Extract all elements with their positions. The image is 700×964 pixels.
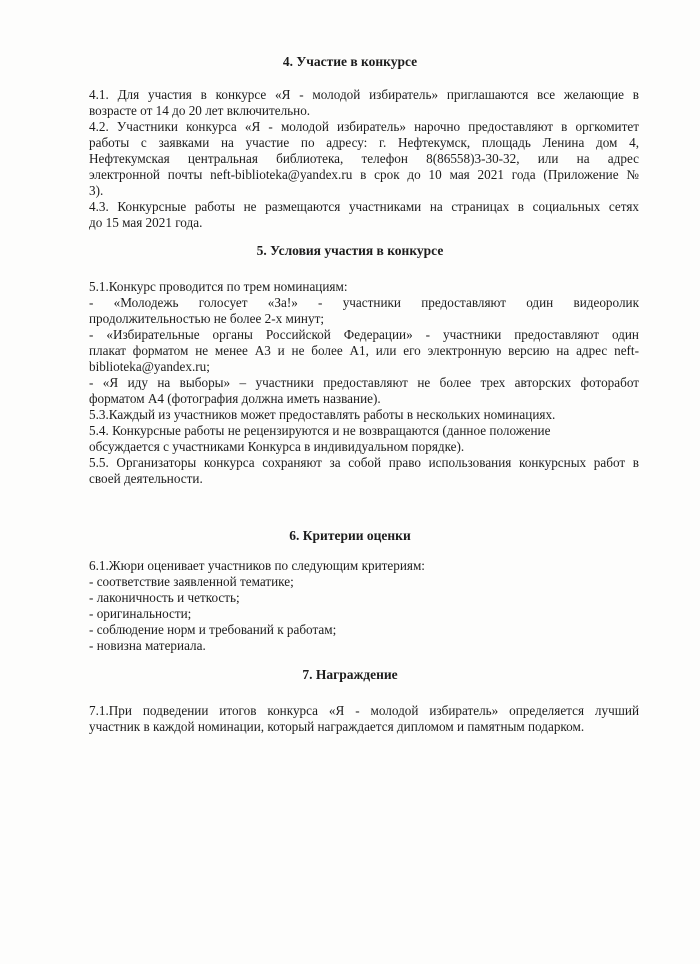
- paragraph-5-4: [89, 423, 639, 455]
- text-line: 5.4. Конкурсные работы не рецензируются и не возвращаются (данное положение: [89, 423, 551, 438]
- text-line: 4.1. Для участия в конкурсе «Я - молодой избиратель» приглашаются все желающие в: [89, 87, 639, 102]
- section-4-title: 4. Участие в конкурсе: [282, 54, 418, 69]
- section-5-title: 5. Условия участия в конкурсе: [256, 243, 444, 258]
- text-line: электронной почты neft-biblioteka@yandex.ru в срок до 10 мая 2021 года (Приложение №: [89, 167, 639, 182]
- paragraph-4-1: [89, 87, 639, 119]
- paragraph-4-2: [89, 119, 639, 199]
- text-line: biblioteka@yandex.ru;: [89, 359, 210, 374]
- section-6-body: [89, 558, 639, 654]
- section-6-title: 6. Критерии оценки: [289, 528, 411, 543]
- text-line: - «Я иду на выборы» – участники предоставляют не более трех авторских фоторабот: [89, 375, 639, 390]
- text-line: работы с заявками на участие по адресу: г. Нефтекумск, площадь Ленина дом 4,: [89, 135, 639, 150]
- list-item: - новизна материала.: [89, 638, 206, 653]
- paragraph-4-3: [89, 199, 639, 231]
- text-line: своей деятельности.: [89, 471, 203, 486]
- paragraph-5-5: [89, 455, 639, 487]
- list-item: - соответствие заявленной тематике;: [89, 574, 294, 589]
- text-line: форматом А4 (фотография должна иметь название).: [89, 391, 381, 406]
- text-line: 5.5. Организаторы конкурса сохраняют за собой право использования конкурсных работ в: [89, 455, 639, 470]
- list-item: - оригинальности;: [89, 606, 192, 621]
- text-line: - «Избирательные органы Российской Федерации» - участники предоставляют один: [89, 327, 639, 342]
- section-4-body: [89, 87, 639, 231]
- paragraph-6-1: [89, 558, 639, 654]
- section-7-title: 7. Награждение: [302, 667, 398, 682]
- text-line: участник в каждой номинации, который награждается дипломом и памятным подарком.: [89, 719, 585, 734]
- section-5-body: [89, 279, 639, 487]
- text-line: 3).: [89, 183, 104, 198]
- paragraph-5-1: [89, 279, 639, 407]
- text-line: 5.1.Конкурс проводится по трем номинациям:: [89, 279, 348, 294]
- text-line: продолжительностью не более 2-х минут;: [89, 311, 324, 326]
- paragraph-5-3: [89, 407, 639, 423]
- text-line: обсуждается с участниками Конкурса в индивидуальном порядке).: [89, 439, 465, 454]
- text-line: 7.1.При подведении итогов конкурса «Я - молодой избиратель» определяется лучший: [89, 703, 639, 718]
- list-item: - лаконичность и четкость;: [89, 590, 240, 605]
- text-line: возрасте от 14 до 20 лет включительно.: [89, 103, 311, 118]
- text-line: 4.2. Участники конкурса «Я - молодой избиратель» нарочно предоставляют в оргкомитет: [89, 119, 639, 134]
- paragraph-7-1: [89, 703, 639, 735]
- text-line: - «Молодежь голосует «За!» - участники предоставляют один видеоролик: [89, 295, 639, 310]
- text-line: 6.1.Жюри оценивает участников по следующим критериям:: [89, 558, 425, 573]
- text-line: 4.3. Конкурсные работы не размещаются участниками на страницах в социальных сетях: [89, 199, 639, 214]
- section-7-body: [89, 703, 639, 735]
- text-line: Нефтекумская центральная библиотека, телефон 8(86558)3-30-32, или на адрес: [89, 151, 639, 166]
- list-item: - соблюдение норм и требований к работам;: [89, 622, 337, 637]
- text-line: 5.3.Каждый из участников может предоставлять работы в нескольких номинациях.: [89, 407, 556, 422]
- text-line: плакат форматом не менее А3 и не более А1, или его электронную версию на адрес neft-: [89, 343, 639, 358]
- text-line: до 15 мая 2021 года.: [89, 215, 203, 230]
